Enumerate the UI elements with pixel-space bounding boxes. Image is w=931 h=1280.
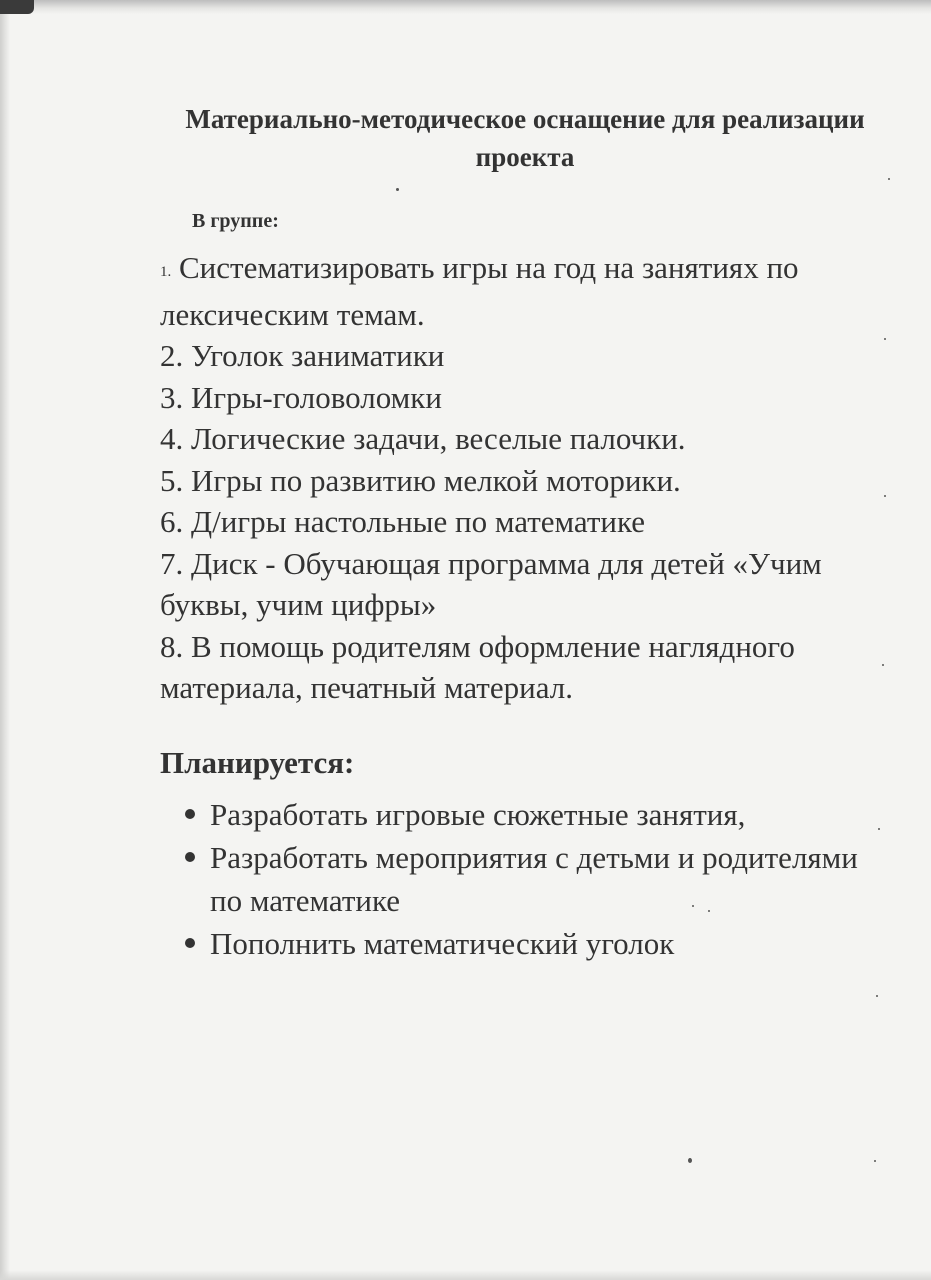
list-item-number: 3.	[160, 379, 184, 415]
list-item-text: Д/игры настольные по математике	[191, 504, 646, 539]
bullet-item-text: Разработать мероприятия с детьми и родителями по математике	[210, 840, 858, 918]
scan-speck	[888, 178, 890, 180]
list-item	[160, 247, 900, 335]
scan-edge-bottom	[0, 1270, 931, 1280]
bullet-icon	[185, 938, 195, 948]
scan-corner-mark	[0, 0, 34, 14]
list-item	[160, 418, 900, 460]
plan-heading: Планируется:	[160, 745, 355, 780]
bullet-item	[183, 793, 883, 836]
list-item	[160, 377, 900, 419]
list-item-text: Игры-головоломки	[191, 379, 442, 415]
list-item	[160, 460, 900, 502]
bullet-icon	[185, 809, 195, 819]
bullet-icon	[185, 852, 195, 862]
list-item-text: Логические задачи, веселые палочки.	[191, 421, 686, 456]
group-heading: В группе:	[192, 210, 279, 232]
document-title: Материально-методическое оснащение для реализации проекта	[185, 104, 865, 172]
list-item-text: Систематизировать игры на год на занятиях по лексическим темам.	[160, 250, 799, 332]
list-item-number: 6.	[160, 504, 184, 539]
bullet-item-text: Разработать игровые сюжетные занятия,	[210, 797, 746, 832]
list-item	[160, 501, 900, 543]
list-item	[160, 543, 900, 626]
scan-speck	[396, 188, 399, 191]
scan-edge-top	[0, 0, 931, 14]
scan-speck	[688, 1158, 692, 1163]
list-item-text: Диск - Обучающая программа для детей «Учим буквы, учим цифры»	[160, 545, 822, 622]
group-items-list	[160, 247, 900, 709]
bullet-item	[183, 922, 883, 965]
bullet-item-text: Пополнить математический уголок	[210, 926, 675, 961]
plan-items-list	[183, 793, 883, 965]
bullet-item	[183, 836, 883, 922]
list-item-text: В помощь родителям оформление наглядного материала, печатный материал.	[160, 628, 795, 705]
scan-speck	[876, 995, 878, 997]
list-item-text: Игры по развитию мелкой моторики.	[191, 462, 681, 498]
scan-edge-left	[0, 0, 10, 1280]
list-item-number: 5.	[160, 462, 184, 498]
list-item	[160, 335, 900, 377]
list-item-number: 7.	[160, 545, 184, 581]
list-item-number: 8.	[160, 628, 184, 664]
scan-speck	[874, 1160, 876, 1162]
list-item	[160, 626, 900, 709]
list-item-text: Уголок заниматики	[191, 338, 445, 373]
list-item-number: 1.	[160, 264, 172, 280]
list-item-number: 2.	[160, 338, 184, 373]
list-item-number: 4.	[160, 421, 184, 456]
